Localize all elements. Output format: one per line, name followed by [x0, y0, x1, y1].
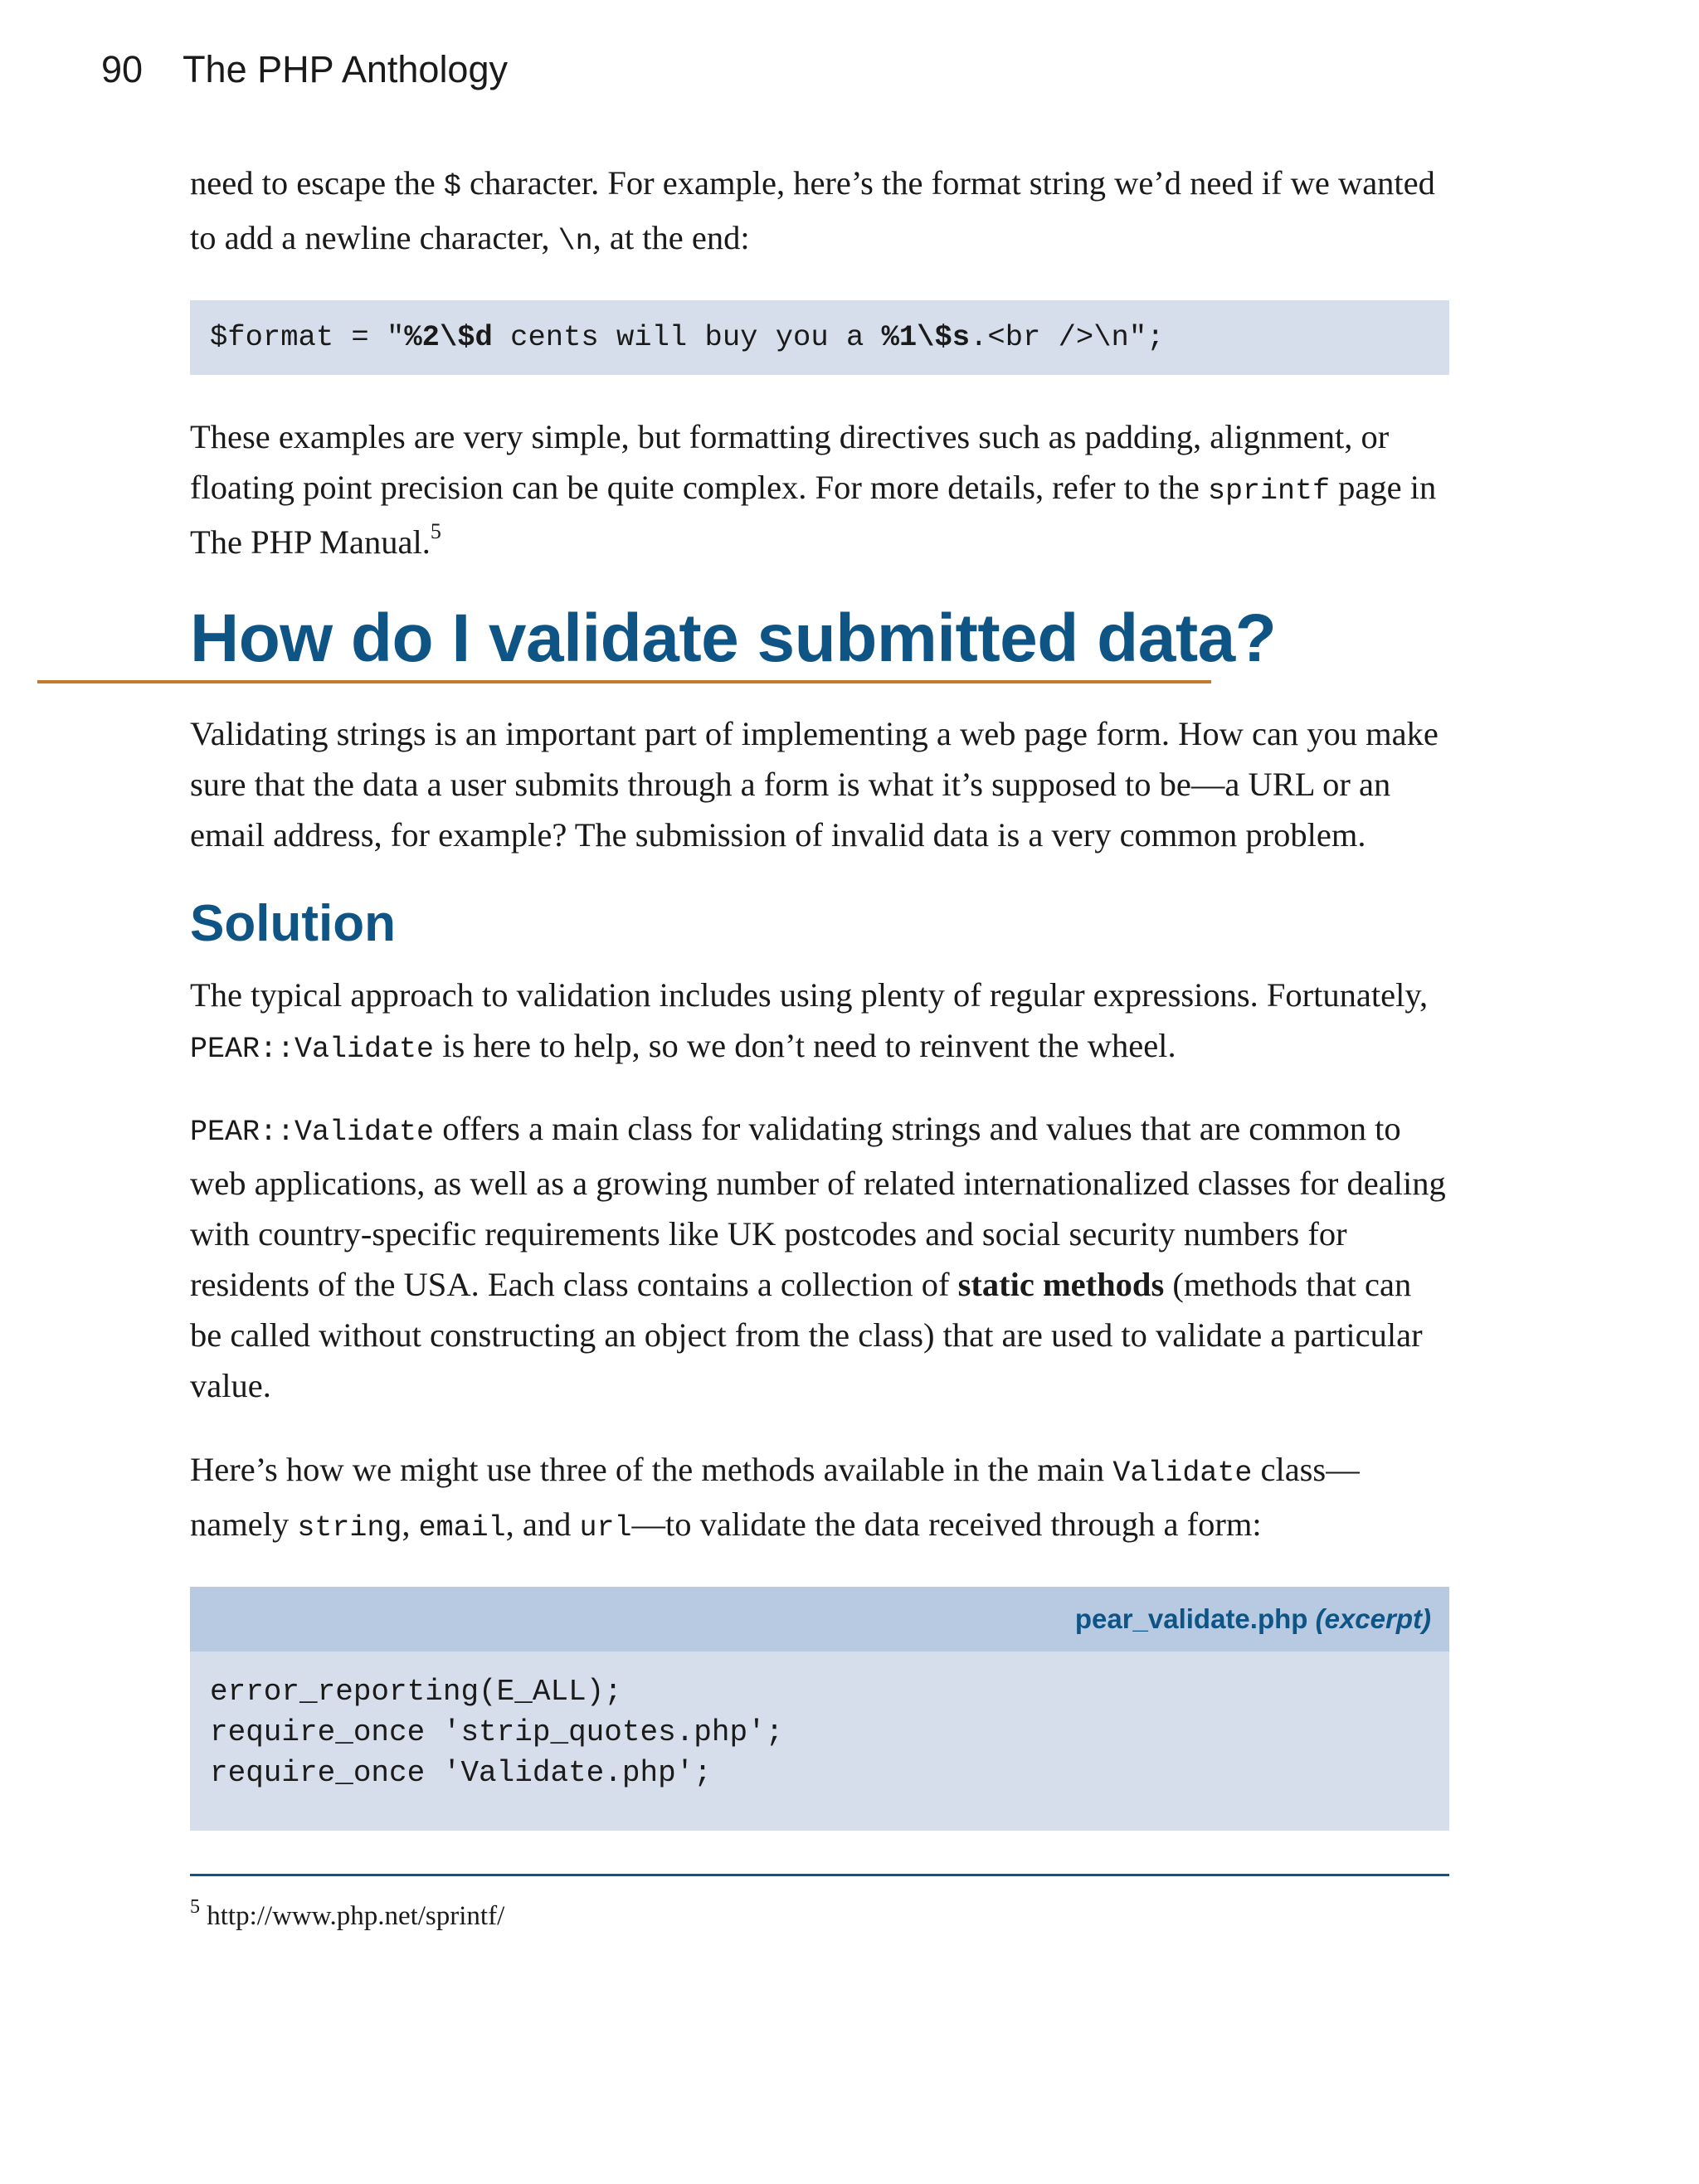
- book-title: The PHP Anthology: [183, 48, 508, 90]
- text: page in The PHP Manual.: [190, 469, 1437, 561]
- running-header: [101, 48, 508, 98]
- text: need to escape the: [190, 164, 444, 202]
- code-block-format: [190, 300, 1449, 375]
- code-bold: %2\$d: [404, 320, 493, 354]
- code-text: .<br />\n";: [970, 320, 1165, 354]
- code-line: require_once 'Validate.php';: [210, 1756, 712, 1790]
- text: The typical approach to validation includes using plenty of regular expressions. Fortunately,: [190, 976, 1429, 1014]
- paragraph-intro: [190, 158, 1449, 267]
- text: offers a main class for validating strings and values that are common to web applications, as well as a growing number of related internationalized classes for dealing with country-specific requirements like UK postcodes and social security numbers for residents of the USA. Each class contains a collection of: [190, 1110, 1446, 1303]
- inline-code: PEAR::Validate: [190, 1033, 435, 1066]
- footnote-link[interactable]: http://www.php.net/sprintf/: [207, 1901, 505, 1931]
- inline-code: sprintf: [1208, 474, 1331, 508]
- code-bold: %1\$s: [881, 320, 971, 354]
- text: character. For example, here’s the format string we’d need if we wanted to add a newline character,: [190, 164, 1435, 256]
- code-text: cents will buy you a: [492, 320, 882, 354]
- inline-code: PEAR::Validate: [190, 1116, 435, 1149]
- footnote-ref[interactable]: 5: [430, 519, 441, 543]
- bold-term: static methods: [957, 1266, 1165, 1303]
- text: (methods that can be called without constructing an object from the class) that are used to validate a particular value.: [190, 1266, 1423, 1404]
- footnote-divider: [190, 1874, 1449, 1876]
- listing-filename: pear_validate.php: [1074, 1603, 1308, 1634]
- inline-code: url: [579, 1511, 632, 1544]
- code-text: $format = ": [210, 320, 405, 354]
- paragraph-formatting: [190, 411, 1449, 567]
- text: is here to help, so we don’t need to reinvent the wheel.: [434, 1027, 1176, 1064]
- listing-title: [190, 1587, 1449, 1651]
- page-number: 90: [101, 48, 144, 90]
- inline-code: Validate: [1112, 1457, 1253, 1490]
- text: , at the end:: [592, 219, 750, 256]
- text: —to validate the data received through a form:: [631, 1505, 1262, 1543]
- page-body: [190, 158, 1449, 1934]
- code-line: require_once 'strip_quotes.php';: [210, 1715, 784, 1749]
- text: These examples are very simple, but formatting directives such as padding, alignment, or floating point precision can be quite complex. For more details, refer to the: [190, 418, 1390, 506]
- listing-note: (excerpt): [1315, 1603, 1431, 1634]
- inline-code: $: [443, 170, 461, 203]
- footnote: [190, 1898, 1449, 1934]
- text: Here’s how we might use three of the methods available in the main: [190, 1451, 1113, 1488]
- section-heading: How do I validate submitted data?: [190, 601, 1277, 676]
- footnote-number: 5: [190, 1896, 200, 1918]
- inline-code: \n: [557, 225, 593, 258]
- text: , and: [505, 1505, 580, 1543]
- paragraph-approach: [190, 970, 1449, 1075]
- text: ,: [402, 1505, 419, 1543]
- subsection-heading: Solution: [190, 895, 396, 952]
- code-listing: [190, 1587, 1449, 1831]
- inline-code: email: [418, 1511, 506, 1544]
- paragraph-pear-validate: [190, 1103, 1449, 1411]
- inline-code: string: [297, 1511, 402, 1544]
- text: class—namely: [190, 1451, 1360, 1543]
- listing-code: [190, 1651, 1449, 1831]
- code-line: error_reporting(E_ALL);: [210, 1675, 622, 1709]
- paragraph-validating: Validating strings is an important part of implementing a web page form. How can you make sure that the data a user submits through a form is what it’s supposed to be—a URL or an email address, for example? The submission of invalid data is a very common problem.: [190, 715, 1439, 854]
- heading-underline: [37, 680, 1211, 683]
- paragraph-methods: [190, 1444, 1449, 1554]
